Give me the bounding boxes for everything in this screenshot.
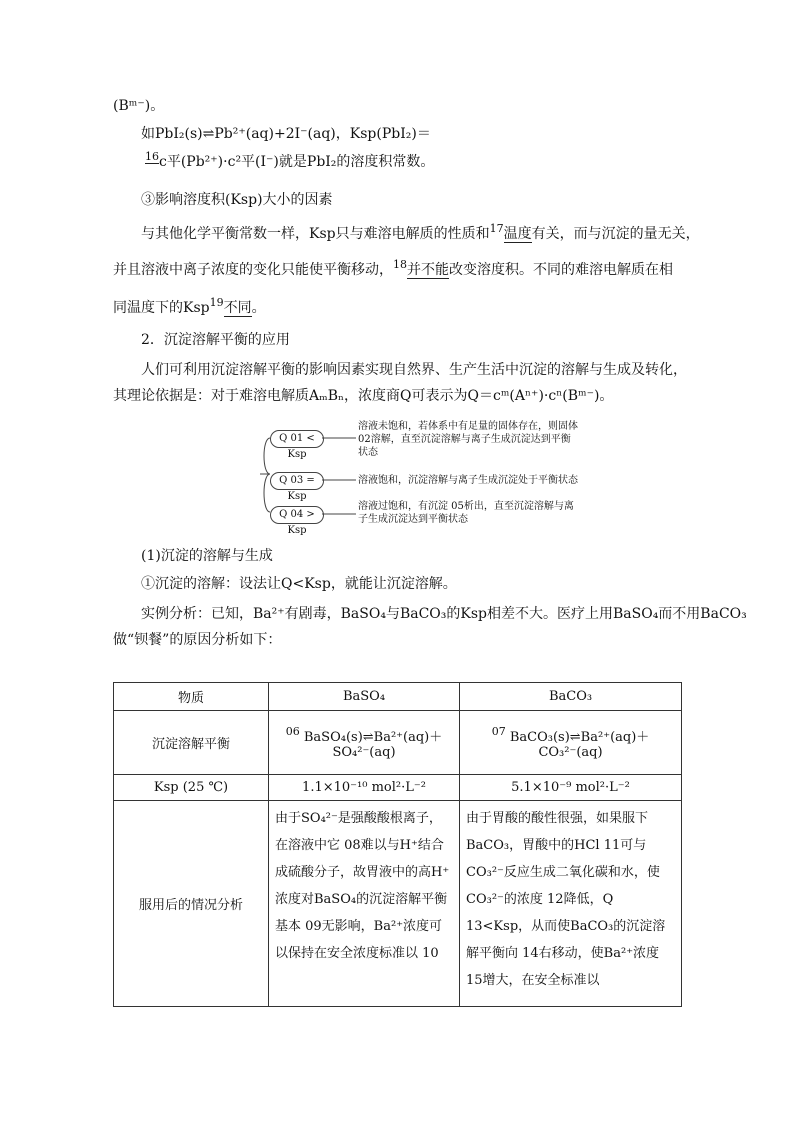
condition-oval: Q 04 > Ksp (270, 506, 324, 524)
comparison-table (113, 682, 682, 1007)
text-line: (Bᵐ⁻)。 (113, 98, 165, 114)
text-line (113, 298, 266, 319)
condition-text: 溶液过饱和，有沉淀 05析出，直至沉淀溶解与离子生成沉淀达到平衡状态 (358, 501, 574, 525)
table-header: BaCO₃ (460, 683, 682, 711)
text-line (145, 152, 434, 173)
table-cell: Ksp (25 ℃) (114, 775, 269, 801)
table-cell: 1.1×10⁻¹⁰ mol²·L⁻² (269, 775, 460, 801)
q-ksp-diagram (258, 418, 578, 536)
text-line (141, 224, 700, 245)
table-row (114, 801, 682, 1007)
blank-number: 17 (489, 222, 504, 235)
section-heading: 2．沉淀溶解平衡的应用 (141, 332, 290, 348)
table-row (114, 775, 682, 801)
text-span: 改变溶度积。不同的难溶电解质在相 (449, 262, 673, 278)
fill-blank: 并不能 (407, 262, 449, 278)
cell-text: BaCO₃(s)⇌Ba²⁺(aq)＋CO₃²⁻(aq) (509, 729, 650, 760)
blank-number: 06 (285, 724, 300, 738)
cell-text: BaSO₄(s)⇌Ba²⁺(aq)＋SO₄²⁻(aq) (303, 729, 443, 760)
text-span: 同温度下的Ksp (113, 300, 210, 316)
text-span: 并且溶液中离子浓度的变化只能使平衡移动， (113, 262, 393, 278)
condition-oval: Q 01 < Ksp (270, 430, 324, 448)
condition-text: 溶液饱和，沉淀溶解与离子生成沉淀处于平衡状态 (358, 475, 578, 486)
table-row (114, 683, 682, 711)
blank-number: 18 (393, 258, 407, 271)
fill-blank: 不同 (223, 300, 252, 316)
table-cell: 5.1×10⁻⁹ mol²·L⁻² (460, 775, 682, 801)
text-line: 做“钡餐”的原因分析如下： (113, 632, 282, 648)
condition-text: 溶液未饱和，若体系中有足量的固体存在，则固体 02溶解，直至沉淀溶解与离子生成沉淀达到平衡状态 (358, 421, 578, 458)
condition-oval: Q 03 = Ksp (270, 472, 324, 490)
text-line: ①沉淀的溶解：设法让Q<Ksp，就能让沉淀溶解。 (141, 576, 457, 592)
table-header: 物质 (114, 683, 269, 711)
text-span: 。 (251, 300, 266, 316)
blank-number: 19 (209, 296, 224, 309)
text-line (113, 260, 673, 281)
text-line: 其理论依据是：对于难溶电解质AₘBₙ，浓度商Q可表示为Q＝cᵐ(Aⁿ⁺)·cⁿ(Bᵐ⁻)。 (113, 388, 614, 404)
table-cell: 由于SO₄²⁻是强酸酸根离子，在溶液中它 08难以与H⁺结合成硫酸分子，故胃液中的高H⁺浓度对BaSO₄的沉淀溶解平衡基本 09无影响，Ba²⁺浓度可以保持在安全浓度标准以 10 (269, 801, 460, 1007)
blank-number: 07 (491, 724, 506, 738)
table-cell: 由于胃酸的酸性很强，如果服下BaCO₃，胃酸中的HCl 11可与CO₃²⁻反应生成二氧化碳和水，使CO₃²⁻的浓度 12降低，Q 13<Ksp，从而使BaCO₃的沉淀溶解平衡向 14右移动，使Ba²⁺浓度 15增大，在安全标准以 (460, 801, 682, 1007)
table-cell (269, 711, 460, 775)
text-span: c平(Pb²⁺)·c²平(I⁻)就是PbI₂的溶度积常数。 (159, 154, 435, 170)
fill-blank: 温度 (503, 226, 532, 242)
text-span: 有关，而与沉淀的量无关， (531, 226, 700, 242)
table-cell: 沉淀溶解平衡 (114, 711, 269, 775)
text-line: 实例分析：已知，Ba²⁺有剧毒，BaSO₄与BaCO₃的Ksp相差不大。医疗上用BaSO₄而不用BaCO₃ (141, 606, 747, 622)
table-header: BaSO₄ (269, 683, 460, 711)
table-row (114, 711, 682, 775)
text-span: 与其他化学平衡常数一样，Ksp只与难溶电解质的性质和 (141, 226, 490, 242)
subsection-heading: (1)沉淀的溶解与生成 (141, 548, 273, 564)
table-cell (460, 711, 682, 775)
text-line: ③影响溶度积(Ksp)大小的因素 (141, 192, 333, 208)
table-cell: 服用后的情况分析 (114, 801, 269, 1007)
text-line: 人们可利用沉淀溶解平衡的影响因素实现自然界、生产生活中沉淀的溶解与生成及转化， (141, 362, 687, 378)
blank-number: 16 (145, 150, 159, 163)
text-line: 如PbI₂(s)⇌Pb²⁺(aq)+2I⁻(aq)，Ksp(PbI₂)＝ (141, 126, 431, 142)
